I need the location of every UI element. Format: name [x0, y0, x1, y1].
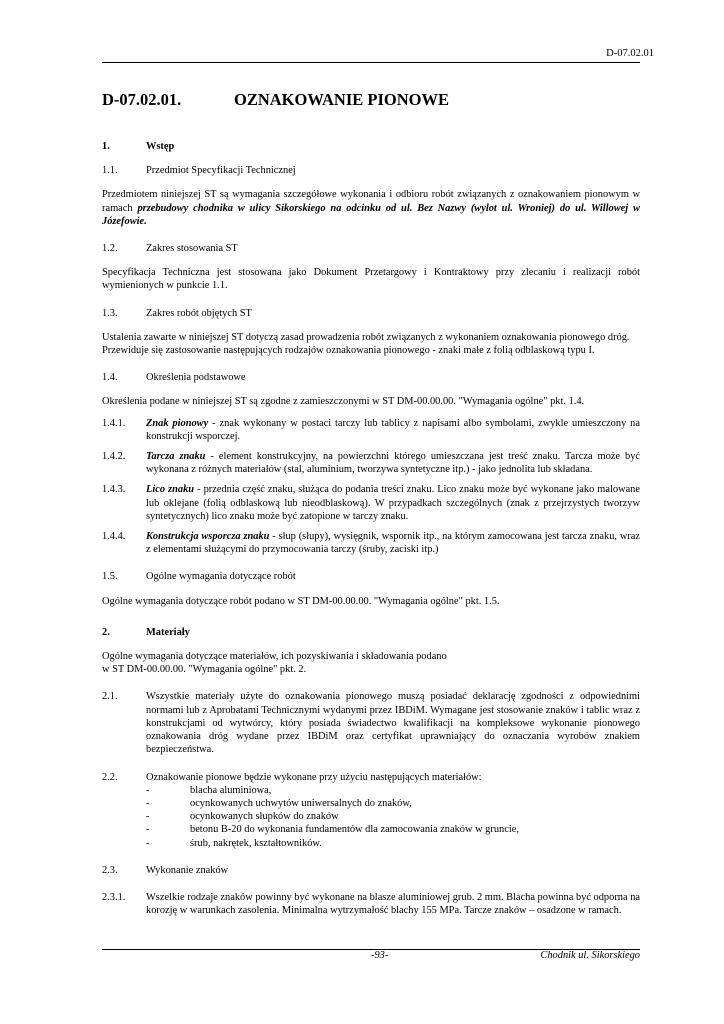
section-title: Wstęp: [146, 141, 175, 152]
paragraph: Ogólne wymagania dotyczące materiałów, ich pozyskiwania i składowania podano: [102, 651, 447, 663]
paragraph: Specyfikacja Techniczna jest stosowana jako Dokument Przetargowy i Kontraktowy przy zlecaniu i realizacji robót wymienionych w punkcie 1.1.: [102, 267, 640, 292]
section-number: 1.: [102, 141, 110, 152]
list-item-text: ocynkowanych uchwytów uniwersalnych do znaków,: [190, 797, 412, 809]
subsection-title: Przedmiot Specyfikacji Technicznej: [146, 165, 296, 177]
subsection-number: 2.3.: [102, 864, 118, 876]
footer-title: Chodnik ul. Sikorskiego: [540, 950, 640, 961]
subsection-title: Zakres robót objętych ST: [146, 307, 252, 319]
definition-item: [102, 417, 640, 443]
list-item-text: ocynkowanych słupków do znaków: [190, 811, 339, 823]
list-item: [102, 837, 640, 850]
paragraph: Ustalenia zawarte w niniejszej ST dotyczą zasad prowadzenia robót związanych z wykonaniem oznakowania pionowego dróg.: [102, 331, 630, 343]
list-dash: -: [146, 824, 150, 836]
definition-number: 1.4.2.: [102, 451, 126, 463]
numbered-paragraph: [102, 771, 640, 784]
section-number: 2.: [102, 626, 110, 638]
document-body: [102, 140, 640, 917]
paragraph: w ST DM-00.00.00. "Wymagania ogólne" pkt. 2.: [102, 664, 307, 676]
list-item: [102, 823, 640, 836]
subsection-heading: [102, 242, 640, 255]
title-code: D-07.02.01.: [102, 90, 182, 109]
paragraph-text: Wszystkie materiały użyte do oznakowania pionowego muszą posiadać deklarację zgodności z odpowiednimi normami lub z Aprobatami Technicznymi wydanymi przez IBDiM. Wymagane jest stosowanie znaków i tablic wraz z konstrukcjami od wytwórcy, który posiada świadectwo kwalifikacji na kompleksowe wykonanie pionowego oznakowania dróg wydane przez IBDiM oraz certyfikat uprawniający do oznaczania wyrobów znakiem bezpieczeństwa.: [146, 691, 640, 756]
subsection-number: 1.5.: [102, 571, 118, 583]
list-item: [102, 784, 640, 797]
paragraph: [102, 188, 640, 228]
definition-term: Tarcza znaku: [146, 451, 206, 463]
subsection-title: Zakres stosowania ST: [146, 243, 238, 255]
definition-number: 1.4.1.: [102, 417, 126, 429]
document-title: [102, 90, 449, 109]
definition-item: [102, 450, 640, 476]
subsection-title: Określenia podstawowe: [146, 372, 246, 384]
header-rule: [102, 62, 640, 63]
section-title: Materiały: [146, 626, 190, 638]
subsection-number: 1.4.: [102, 372, 118, 384]
paragraph-text: Przedmiotem niniejszej ST są wymagania szczegółowe wykonania i odbioru robót związanych z oznakowaniem pionowym w ramach: [102, 189, 640, 214]
paragraph-number: 2.3.1.: [102, 891, 126, 903]
definition-text: - element konstrukcyjny, na powierzchni którego umieszczana jest treść znaku. Tarcza może być wykonana z różnych materiałów (stal, aluminium, tworzywa syntetyczne itp.) - jako jednolita lub składana.: [146, 451, 641, 476]
paragraph-text: Wszelkie rodzaje znaków powinny być wykonane na blasze aluminiowej grub. 2 mm. Blacha powinna być odporna na korozję w warunkach zasolenia. Minimalna wytrzymałość blachy 155 MPa. Tarcze znaków – osadzone w ramach.: [146, 891, 640, 917]
subsection-number: 1.2.: [102, 243, 118, 255]
definition-item: [102, 483, 640, 523]
numbered-paragraph: [102, 891, 640, 917]
page-number: -93-: [371, 950, 389, 961]
subsection-heading: [102, 371, 640, 384]
paragraph: Określenia podane w niniejszej ST są zgodne z zamieszczonymi w ST DM-00.00.00. "Wymagania ogólne" pkt. 1.4.: [102, 396, 585, 408]
definition-number: 1.4.3.: [102, 484, 126, 496]
definition-number: 1.4.4.: [102, 531, 126, 543]
subsection-heading: [102, 570, 640, 583]
header-code: D-07.02.01: [606, 48, 654, 59]
paragraph: Ogólne wymagania dotyczące robót podano w ST DM-00.00.00. "Wymagania ogólne" pkt. 1.5.: [102, 595, 500, 607]
list-dash: -: [146, 837, 150, 849]
subsection-title: Wykonanie znaków: [146, 864, 229, 876]
section-heading: [102, 140, 640, 153]
list-dash: -: [146, 797, 150, 809]
definition-text: - słup (słupy), wysięgnik, wspornik itp., na którym zamocowana jest tarcza znaku, wraz z elementami służącymi do przymocowania tarczy (śruby, zaciski itp.): [146, 531, 641, 556]
paragraph-text: Oznakowanie pionowe będzie wykonane przy użyciu następujących materiałów:: [146, 771, 482, 783]
paragraph-number: 2.2.: [102, 771, 118, 783]
definition-text: - przednia część znaku, służąca do podania treści znaku. Lico znaku może być wykonane jako malowane lub oklejane (folią odblaskową lub nieodblaskową). W przypadkach szczególnych (znak z przejrzystych tworzyw syntetycznych) lico znaku może być zatopione w tarczy znaku.: [146, 484, 640, 522]
definition-text: - znak wykonany w postaci tarczy lub tablicy z napisami albo symbolami, zwykle umieszczony na konstrukcji wsporczej.: [146, 417, 640, 442]
list-item: [102, 810, 640, 823]
definition-item: [102, 530, 640, 556]
list-dash: -: [146, 811, 150, 823]
subsection-title: Ogólne wymagania dotyczące robót: [146, 571, 296, 583]
subsection-number: 1.3.: [102, 307, 118, 319]
list-item: [102, 797, 640, 810]
subsection-heading: [102, 164, 640, 177]
subsection-number: 1.1.: [102, 165, 118, 177]
subsection-heading: [102, 307, 640, 320]
definition-term: Konstrukcja wsporcza znaku: [146, 531, 270, 543]
list-dash: -: [146, 784, 150, 796]
section-heading: [102, 626, 640, 639]
numbered-paragraph: [102, 690, 640, 756]
paragraph-emphasis: przebudowy chodnika w ulicy Sikorskiego na odcinku od ul. Bez Nazwy (wylot ul. Wroniej) do ul. Willowej w Józefowie.: [102, 202, 640, 227]
definition-term: Lico znaku: [146, 484, 195, 496]
list-item-text: śrub, nakrętek, kształtowników.: [190, 837, 322, 849]
subsection-heading: [102, 864, 640, 877]
list-item-text: betonu B-20 do wykonania fundamentów dla zamocowania znaków w gruncie,: [190, 824, 519, 836]
paragraph: Przewiduje się zastosowanie następujących rodzajów oznakowania pionowego - znaki małe z folią odblaskową typu I.: [102, 345, 595, 357]
definition-term: Znak pionowy: [146, 417, 209, 429]
title-name: OZNAKOWANIE PIONOWE: [234, 90, 449, 109]
list-item-text: blacha aluminiowa,: [190, 784, 272, 796]
paragraph-number: 2.1.: [102, 691, 118, 703]
